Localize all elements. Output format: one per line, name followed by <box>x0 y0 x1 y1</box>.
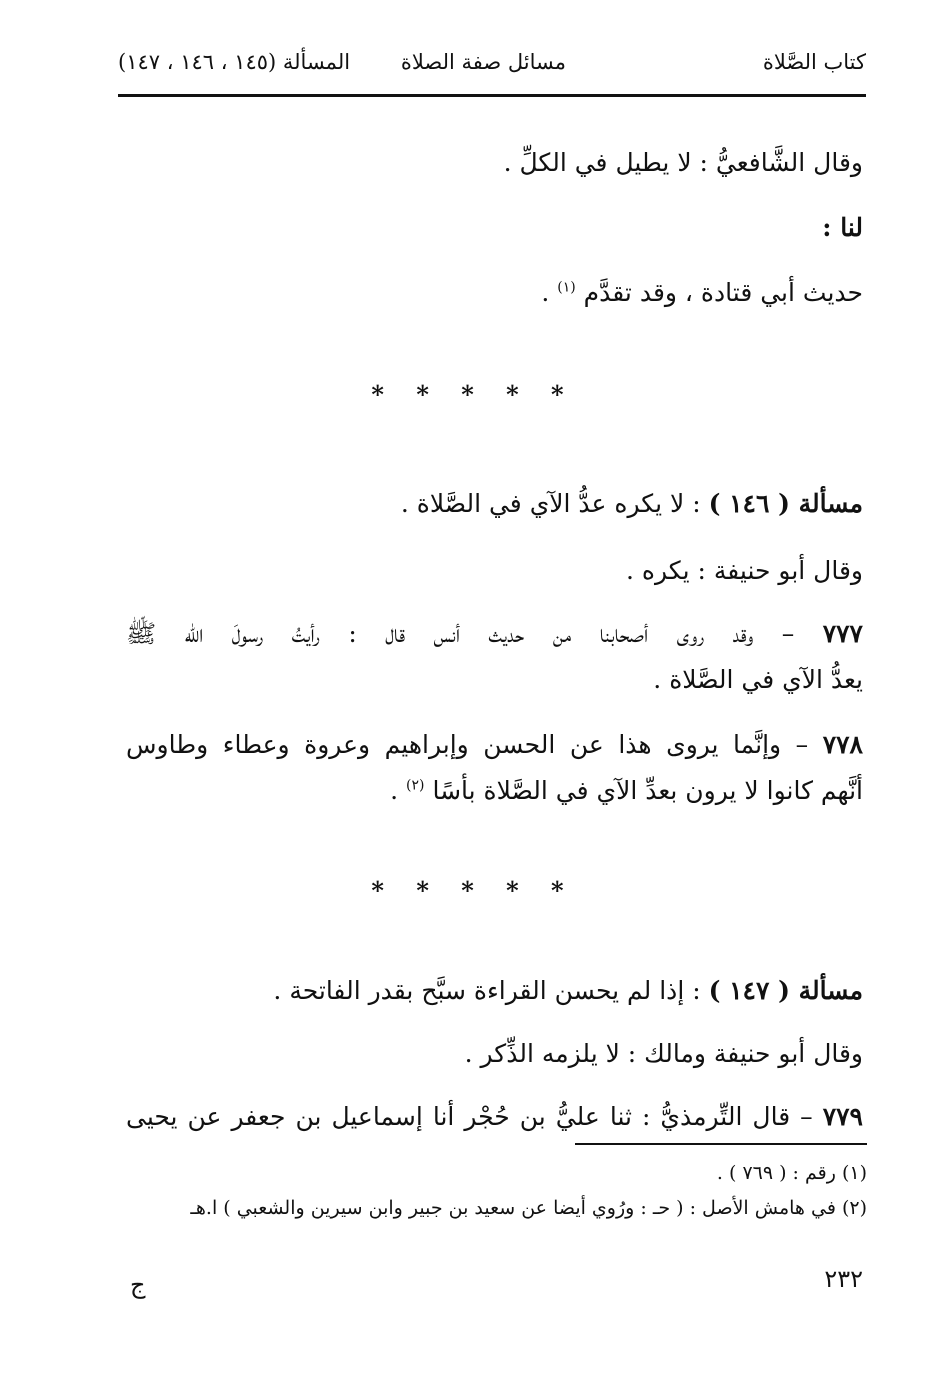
hadith-778-line-2 <box>390 774 863 808</box>
hadith-777-text: – وقد روى أصحابنا من حديث أنس قال : رأيتُ رسولَ الله ﷺ <box>126 619 823 648</box>
evidence-heading: لنا : <box>822 213 863 242</box>
footnote-divider <box>575 1143 867 1145</box>
section-separator-2: * * * * * <box>371 876 576 905</box>
footnote-2: (٢) في هامش الأصل : ( حـ : ورُوي أيضا عن سعيد بن جبير وابن سيرين والشعبي ) ا.هـ <box>190 1197 867 1219</box>
hadith-778-line-1 <box>126 728 863 762</box>
issue-147-label: مسألة ( ١٤٧ ) <box>708 976 863 1005</box>
abu-qatada-text: حديث أبي قتادة ، وقد تقدَّم <box>583 278 863 307</box>
issue-147-hanafi-maliki: وقال أبو حنيفة ومالك : لا يلزمه الذِّكر . <box>464 1039 863 1068</box>
abu-qatada-line <box>541 276 863 310</box>
printer-signature: ج <box>130 1271 146 1299</box>
issue-146-text: : لا يكره عدُّ الآي في الصَّلاة . <box>400 489 709 518</box>
hadith-779-number: ٧٧٩ <box>822 1102 863 1131</box>
hadith-777-number: ٧٧٧ <box>822 619 863 648</box>
footnote-ref-2: (٢) <box>406 777 425 794</box>
hadith-778-continued: أنَّهم كانوا لا يرون بعدِّ الآي في الصَّلاة بأسًا <box>432 776 863 805</box>
issue-146-heading <box>401 487 863 521</box>
issue-147-text: : إذا لم يحسن القراءة سبَّح بقدر الفاتحة . <box>273 976 709 1005</box>
running-header <box>118 50 866 84</box>
shafii-opinion: وقال الشَّافعيُّ : لا يطيل في الكلِّ . <box>503 148 863 177</box>
hadith-777-line-2: يعدُّ الآي في الصَّلاة . <box>653 665 863 694</box>
footnote-ref-1: (١) <box>557 279 576 296</box>
header-chapter-title: مسائل صفة الصلاة <box>400 50 566 74</box>
issue-146-hanafi: وقال أبو حنيفة : يكره . <box>626 556 863 585</box>
hadith-778-number: ٧٧٨ <box>822 730 863 759</box>
page-number: ٢٣٢ <box>824 1265 863 1293</box>
header-divider <box>118 94 866 97</box>
hadith-778-end: . <box>390 776 399 805</box>
footnote-1: (١) رقم : ( ٧٦٩ ) . <box>716 1162 867 1184</box>
header-issue-range: المسألة (١٤٥ ، ١٤٦ ، ١٤٧) <box>118 50 351 74</box>
hadith-779-text: – قال التِّرمذيُّ : ثنا عليُّ بن حُجْر أنا إسماعيل بن جعفر عن يحيى <box>126 1102 823 1131</box>
hadith-779-line-1 <box>126 1100 863 1134</box>
hadith-777-line-1 <box>126 617 863 651</box>
issue-147-heading <box>273 974 863 1008</box>
section-separator-1: * * * * * <box>371 380 576 409</box>
header-book-title: كتاب الصَّلاة <box>762 50 866 74</box>
issue-146-label: مسألة ( ١٤٦ ) <box>708 489 863 518</box>
hadith-778-text: – وإنَّما يروى هذا عن الحسن وإبراهيم وعروة وعطاء وطاوس <box>126 730 823 759</box>
abu-qatada-end: . <box>541 278 550 307</box>
